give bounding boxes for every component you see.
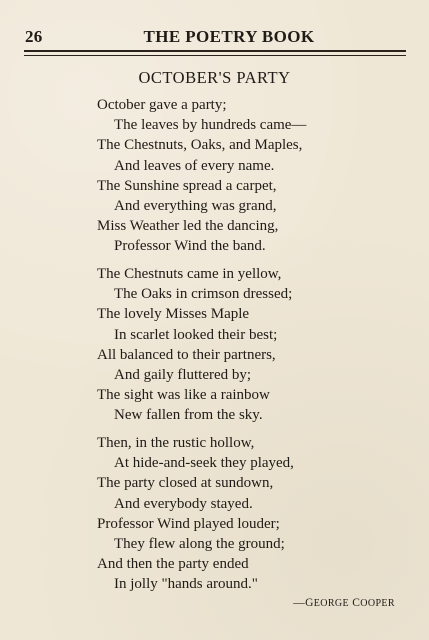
poem-line: And everybody stayed. — [114, 495, 253, 512]
poem-line: And leaves of every name. — [114, 157, 275, 174]
poem-line: Professor Wind played louder; — [97, 515, 280, 532]
poem-line: And everything was grand, — [114, 198, 277, 215]
author-first-rest: EORGE — [313, 598, 350, 609]
poem-line: The sight was like a rainbow — [97, 387, 270, 404]
poem-author — [293, 597, 395, 609]
poem-line: Miss Weather led the dancing, — [97, 218, 279, 235]
author-last-rest: OOPER — [360, 598, 395, 609]
stanza-1 — [97, 95, 417, 257]
poem-line: At hide-and-seek they played, — [114, 455, 294, 472]
header-rule-thin — [24, 55, 406, 56]
stanza-2 — [97, 264, 417, 426]
stanza-3 — [97, 433, 417, 595]
header-rule-thick — [24, 50, 406, 52]
poem-line: The Chestnuts came in yellow, — [97, 266, 282, 282]
poem-line: Professor Wind the band. — [114, 238, 266, 255]
poem-line: The lovely Misses Maple — [97, 306, 250, 323]
poem-line: And then the party ended — [97, 556, 249, 573]
poem-line: The Chestnuts, Oaks, and Maples, — [97, 137, 303, 154]
page-header — [25, 27, 405, 51]
poem-line: Then, in the rustic hollow, — [97, 435, 255, 451]
running-title: THE POETRY BOOK — [143, 27, 315, 46]
poem-line: The Oaks in crimson dressed; — [114, 286, 293, 303]
poem-line: In jolly "hands around." — [114, 576, 258, 593]
poem-line: And gaily fluttered by; — [114, 367, 252, 384]
poem-line: All balanced to their partners, — [97, 346, 276, 363]
poem-line: The Sunshine spread a carpet, — [97, 177, 277, 194]
author-dash: — — [293, 597, 306, 609]
poem-line: The party closed at sundown, — [97, 475, 274, 492]
poem-line: October gave a party; — [97, 97, 227, 113]
page-number: 26 — [25, 27, 43, 46]
author-first-initial: G — [305, 597, 314, 609]
poem-line: They flew along the ground; — [114, 536, 285, 553]
author-last-initial: C — [352, 597, 361, 609]
poem-line: The leaves by hundreds came— — [114, 117, 307, 134]
poem-line: New fallen from the sky. — [114, 407, 263, 424]
poem-title: OCTOBER'S PARTY — [138, 68, 291, 87]
poem-line: In scarlet looked their best; — [114, 326, 278, 343]
